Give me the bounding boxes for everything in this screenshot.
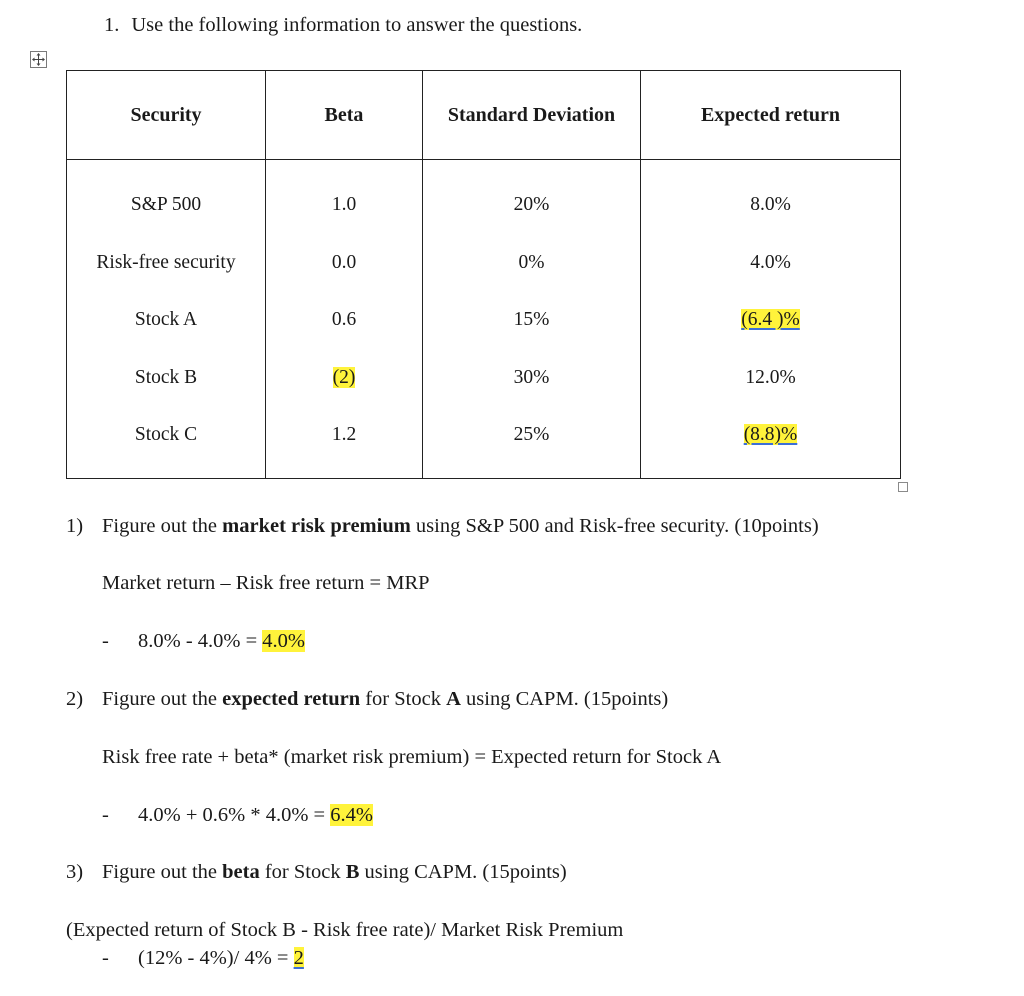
question-1 (66, 515, 819, 538)
table-row (67, 349, 901, 407)
cell-return (641, 407, 901, 479)
table-row (67, 160, 901, 235)
q3-formula: (Expected return of Stock B - Risk free rate)/ Market Risk Premium (66, 919, 624, 941)
cell-sd: 15% (423, 292, 641, 350)
highlighted-return: (6.4 )% (741, 309, 800, 331)
cell-security: Risk-free security (67, 234, 266, 292)
cell-beta: 1.2 (266, 407, 423, 479)
question-2 (66, 688, 668, 711)
cell-beta: 0.0 (266, 234, 423, 292)
question-3-points: using CAPM. (15points) (359, 861, 567, 883)
q3-answer: 2 (293, 947, 304, 969)
highlighted-beta: (2) (332, 366, 356, 388)
question-2-text: Figure out the (102, 688, 223, 710)
cell-security: Stock A (67, 292, 266, 350)
q1-calc-text: 8.0% - 4.0% = (138, 630, 263, 652)
bullet-dash: - (102, 804, 109, 826)
q1-formula: Market return – Risk free return = MRP (102, 572, 430, 594)
cell-security: Stock B (67, 349, 266, 407)
q3-calc-text: (12% - 4%)/ 4% = (138, 947, 294, 969)
question-1-number: 1) (66, 515, 84, 537)
question-3-stock: B (345, 861, 360, 883)
question-3-text: Figure out the (102, 861, 223, 883)
cell-security: Stock C (67, 407, 266, 479)
cell-sd: 20% (423, 160, 641, 235)
cell-return (641, 292, 901, 350)
question-1-text: Figure out the (102, 515, 223, 537)
question-3-number: 3) (66, 861, 84, 883)
question-2-bold: expected return (222, 688, 361, 710)
table-row (67, 292, 901, 350)
q2-formula: Risk free rate + beta* (market risk premium) = Expected return for Stock A (102, 746, 722, 768)
question-3-bold: beta (222, 861, 260, 883)
cell-return: 12.0% (641, 349, 901, 407)
cell-beta: 0.6 (266, 292, 423, 350)
table-row (67, 234, 901, 292)
header-standard-deviation: Standard Deviation (423, 71, 641, 160)
cell-sd: 25% (423, 407, 641, 479)
cell-beta: 1.0 (266, 160, 423, 235)
securities-table (66, 70, 901, 479)
q2-calculation (102, 804, 373, 827)
table-resize-handle-icon[interactable] (898, 482, 908, 492)
q3-calculation (102, 947, 304, 970)
cell-return: 4.0% (641, 234, 901, 292)
question-3 (66, 861, 567, 884)
question-heading (104, 14, 582, 37)
header-security: Security (67, 71, 266, 160)
question-2-mid: for Stock (360, 688, 447, 710)
q2-calc-text: 4.0% + 0.6% * 4.0% = (138, 804, 331, 826)
q1-calculation (102, 630, 305, 653)
cell-return: 8.0% (641, 160, 901, 235)
q2-answer: 6.4% (330, 804, 373, 826)
bullet-dash: - (102, 630, 109, 652)
q1-answer: 4.0% (262, 630, 305, 652)
header-expected-return: Expected return (641, 71, 901, 160)
question-1-bold: market risk premium (222, 515, 411, 537)
highlighted-return: (8.8)% (743, 424, 798, 446)
question-3-mid: for Stock (259, 861, 346, 883)
header-beta: Beta (266, 71, 423, 160)
cell-sd: 0% (423, 234, 641, 292)
question-2-number: 2) (66, 688, 84, 710)
question-2-points: using CAPM. (15points) (460, 688, 669, 710)
question-2-stock: A (446, 688, 461, 710)
cell-beta (266, 349, 423, 407)
table-move-handle-icon[interactable] (30, 51, 47, 68)
table-row (67, 407, 901, 479)
cell-security: S&P 500 (67, 160, 266, 235)
table-header-row (67, 71, 901, 160)
question-1-points: using S&P 500 and Risk-free security. (10points) (410, 515, 819, 537)
question-number: 1. (104, 14, 120, 36)
question-text: Use the following information to answer the questions. (131, 14, 583, 36)
bullet-dash: - (102, 947, 109, 969)
cell-sd: 30% (423, 349, 641, 407)
